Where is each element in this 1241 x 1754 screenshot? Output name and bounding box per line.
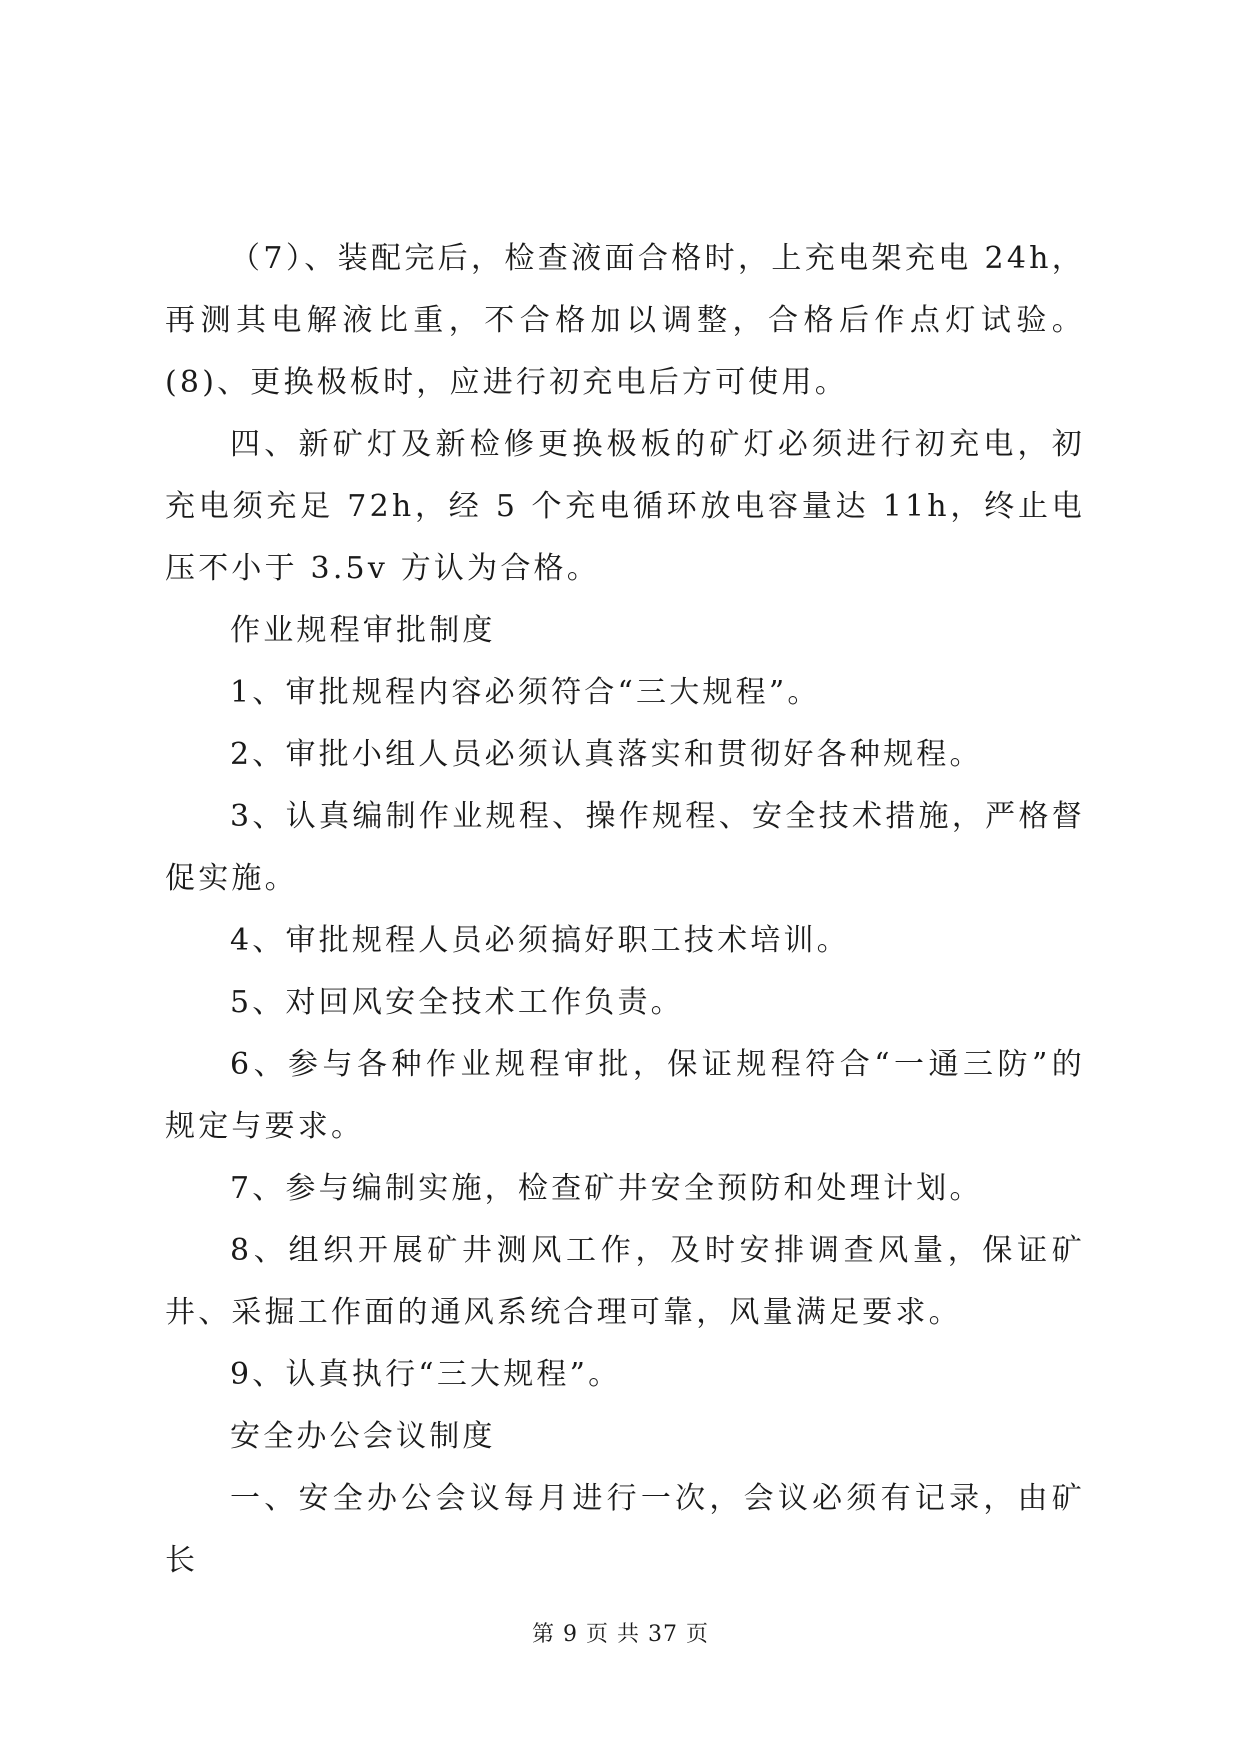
paragraph: 3、认真编制作业规程、操作规程、安全技术措施，严格督促实施。 xyxy=(165,799,1085,896)
page-footer: 第 9 页 共 37 页 xyxy=(532,1622,709,1647)
paragraph: 2、审批小组人员必须认真落实和贯彻好各种规程。 xyxy=(230,737,983,772)
paragraph: 7、参与编制实施，检查矿井安全预防和处理计划。 xyxy=(230,1171,983,1206)
paragraph: 8、组织开展矿井测风工作，及时安排调查风量，保证矿井、采掘工作面的通风系统合理可靠，风量满足要求。 xyxy=(165,1233,1085,1330)
section-heading: 作业规程审批制度 xyxy=(230,613,496,648)
document-body xyxy=(165,228,1085,1592)
section-heading: 安全办公会议制度 xyxy=(230,1419,496,1454)
paragraph: 5、对回风安全技术工作负责。 xyxy=(230,985,684,1020)
paragraph: 4、审批规程人员必须搞好职工技术培训。 xyxy=(230,923,850,958)
paragraph: 一、安全办公会议每月进行一次，会议必须有记录，由矿长 xyxy=(165,1481,1085,1578)
paragraph: 四、新矿灯及新检修更换极板的矿灯必须进行初充电，初充电须充足 72h，经 5 个充电循环放电容量达 11h，终止电压不小于 3.5v 方认为合格。 xyxy=(165,427,1085,586)
paragraph: （7）、装配完后，检查液面合格时，上充电架充电 24h，再测其电解液比重，不合格加以调整，合格后作点灯试验。(8)、更换极板时，应进行初充电后方可使用。 xyxy=(165,241,1085,400)
paragraph: 6、参与各种作业规程审批，保证规程符合“一通三防”的规定与要求。 xyxy=(165,1047,1085,1144)
paragraph: 9、认真执行“三大规程”。 xyxy=(230,1357,622,1392)
paragraph: 1、审批规程内容必须符合“三大规程”。 xyxy=(230,675,821,710)
